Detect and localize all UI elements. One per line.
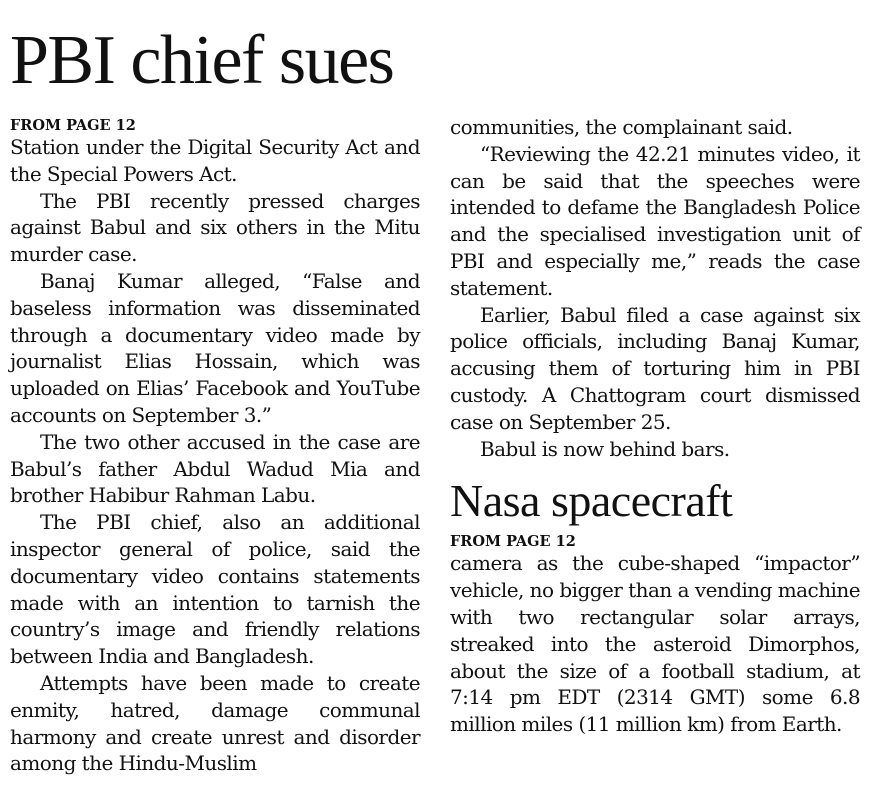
story1-paragraph: The PBI recently pressed charges against Babul and six others in the Mitu murder case. bbox=[10, 188, 420, 267]
story1-paragraph: The two other accused in the case are Babul’s father Abdul Wadud Mia and brother Habibur Rahman Labu. bbox=[10, 429, 420, 508]
story1-paragraph: Banaj Kumar alleged, “False and baseless information was disseminated through a documentary video made by journalist Elias Hossain, which was uploaded on Elias’ Facebook and YouTube accounts on September 3.” bbox=[10, 268, 420, 427]
story1-continued-paragraph: “Reviewing the 42.21 minutes video, it can be said that the speeches were intended to defame the Bangladesh Police and the specialised investigation unit of PBI and especially me,” reads the case statement. bbox=[450, 141, 860, 300]
story1-paragraph: Attempts have been made to create enmity, hatred, damage communal harmony and create unrest and disorder among the Hindu-Muslim bbox=[10, 670, 420, 776]
story1-column-right bbox=[450, 114, 860, 738]
story2-kicker: FROM PAGE 12 bbox=[450, 533, 576, 551]
story1-continued-paragraph: Earlier, Babul filed a case against six police officials, including Banaj Kumar, accusing them of torturing him in PBI custody. A Chattogram court dismissed case on September 25. bbox=[450, 302, 860, 434]
story1-paragraph: Station under the Digital Security Act and the Special Powers Act. bbox=[10, 135, 420, 186]
story2-paragraph: camera as the cube-shaped “impactor” vehicle, no bigger than a vending machine with two rectangular solar arrays, streaked into the asteroid Dimorphos, about the size of a football stadium, at 7:14 pm EDT (2314 GMT) some 6.8 million miles (11 million km) from Earth. bbox=[450, 551, 860, 737]
story1-continued-paragraph: communities, the complainant said. bbox=[450, 115, 793, 139]
story1-kicker: FROM PAGE 12 bbox=[10, 117, 136, 134]
story2-headline: Nasa spacecraft bbox=[450, 475, 733, 527]
story1-continued-paragraph: Babul is now behind bars. bbox=[480, 436, 730, 461]
story1-column-left bbox=[10, 114, 420, 777]
story1-paragraph: The PBI chief, also an additional inspector general of police, said the documentary video contains statements made with an intention to tarnish the country’s image and friendly relations between India and Bangladesh. bbox=[10, 510, 420, 669]
story1-headline: PBI chief sues bbox=[10, 22, 394, 99]
